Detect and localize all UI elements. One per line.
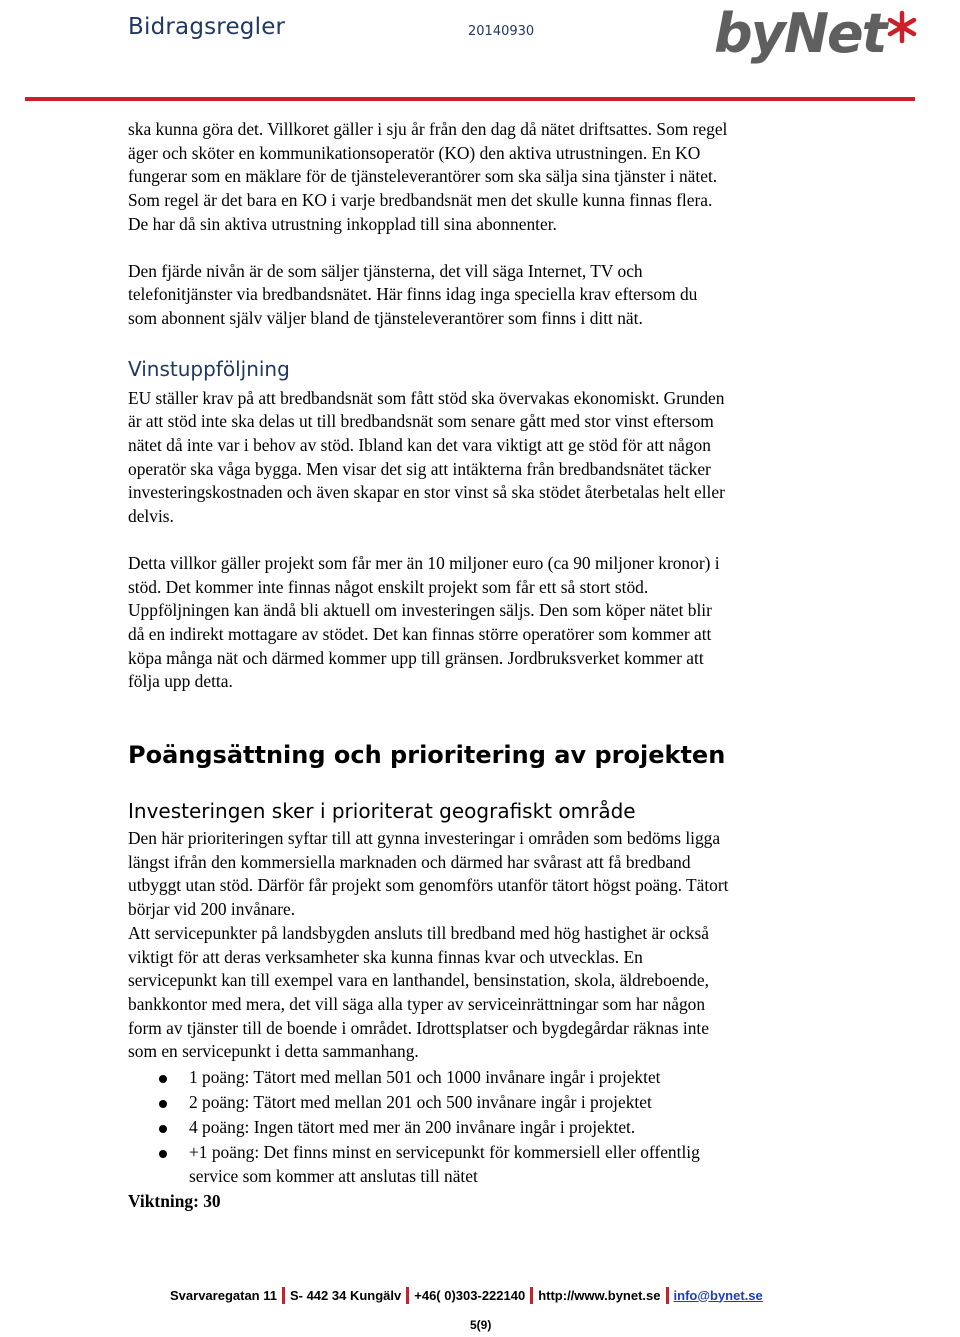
paragraph-service-points: [128, 922, 840, 1064]
text-line: telefonitjänster via bredbandsnätet. Här finns idag inga speciella krav eftersom du: [128, 284, 698, 305]
footer-separator: [530, 1287, 533, 1304]
footer-website-link[interactable]: http://www.bynet.se: [538, 1287, 661, 1303]
paragraph-ko: [128, 118, 840, 237]
text-line: delvis.: [128, 506, 174, 527]
list-item-text: service som kommer att anslutas till nätet: [189, 1166, 478, 1187]
heading-vinstuppfoljning: Vinstuppföljning: [128, 356, 290, 381]
logo-asterisk-icon: [890, 13, 914, 41]
text-line: Detta villkor gäller projekt som får mer än 10 miljoner euro (ca 90 miljoner kronor) i: [128, 552, 720, 573]
text-line: EU ställer krav på att bredbandsnät som fått stöd ska övervakas ekonomiskt. Grunden: [128, 387, 725, 408]
text-line: köpa många nät och därmed kommer upp till gränsen. Jordbruksverket kommer att: [128, 647, 704, 668]
bullet-icon: [159, 1100, 167, 1108]
text-line: stöd. Det kommer inte finnas något enskilt projekt som får ett så stort stöd.: [128, 576, 649, 597]
text-line: är att stöd inte ska delas ut till bredbandsnät som senare gått med stor vinst eftersom: [128, 411, 714, 432]
text-line: form av tjänster till de boende i området. Idrottsplatser och bygdegårdar räknas inte: [128, 1017, 709, 1038]
bullet-icon: [159, 1150, 167, 1158]
text-line: Den fjärde nivån är de som säljer tjänsterna, det vill säga Internet, TV och: [128, 260, 643, 281]
list-item: [128, 1066, 840, 1090]
weighting-label: Viktning: 30: [128, 1191, 221, 1212]
logo-wordmark: byNet: [714, 2, 886, 65]
footer-address: Svarvaregatan 11: [170, 1287, 277, 1303]
list-item: [128, 1141, 840, 1188]
text-line: viktigt för att deras verksamheter ska kunna finnas kvar och utvecklas. En: [128, 946, 643, 967]
text-line: fungerar som en mäklare för de tjänsteleverantörer som ska sälja sina tjänster i nätet.: [128, 166, 718, 187]
text-line: då en indirekt mottagare av stödet. Det kan finnas större operatörer som kommer att: [128, 623, 712, 644]
list-item-text: 2 poäng: Tätort med mellan 201 och 500 invånare ingår i projektet: [189, 1092, 652, 1113]
text-line: nätet då inte var i behov av stöd. Ibland kan det vara viktigt att ge stöd för att någon: [128, 435, 711, 456]
footer-postal: S- 442 34 Kungälv: [289, 1287, 402, 1303]
text-line: De har då sin aktiva utrustning inkopplad till sina abonnenter.: [128, 213, 557, 234]
text-line: servicepunkt kan till exempel vara en lanthandel, bensinstation, skola, äldreboende,: [128, 970, 709, 991]
text-line: som en servicepunkt i detta sammanhang.: [128, 1041, 419, 1062]
paragraph-eu-requirements: [128, 387, 840, 529]
page-number: 5(9): [470, 1318, 492, 1332]
text-line: Uppföljningen kan ändå bli aktuell om investeringen säljs. Den som köper nätet blir: [128, 600, 712, 621]
scoring-list: [128, 1066, 840, 1189]
bullet-icon: [159, 1075, 167, 1083]
footer-separator: [666, 1287, 669, 1304]
list-item: [128, 1091, 840, 1115]
text-line: ska kunna göra det. Villkoret gäller i sju år från den dag då nätet driftsattes. Som regel: [128, 119, 728, 139]
document-body: [128, 118, 840, 1214]
text-line: följa upp detta.: [128, 671, 233, 692]
footer-separator: [282, 1287, 285, 1304]
text-line: som abonnent själv väljer bland de tjänsteleverantörer som finns i ditt nät.: [128, 307, 643, 328]
text-line: äger och sköter en kommunikationsoperatör (KO) den aktiva utrustningen. En KO: [128, 142, 701, 163]
footer-email-link[interactable]: info@bynet.se: [673, 1287, 763, 1303]
text-line: utbyggt utan stöd. Därför får projekt som genomförs utanför tätort högst poäng. Tätort: [128, 875, 729, 896]
heading-scoring: Poängsättning och prioritering av projekten: [128, 741, 726, 770]
list-item-text: 4 poäng: Ingen tätort med mer än 200 invånare ingår i projektet.: [189, 1117, 636, 1138]
text-line: längst ifrån den kommersiella marknaden och därmed har svårast att få bredband: [128, 851, 691, 872]
paragraph-priority: [128, 827, 840, 922]
list-item-text: 1 poäng: Tätort med mellan 501 och 1000 invånare ingår i projektet: [189, 1067, 661, 1088]
text-line: Som regel är det bara en KO i varje bredbandsnät men det skulle kunna finnas flera.: [128, 190, 713, 211]
bullet-icon: [159, 1125, 167, 1133]
text-line: investeringskostnaden och även skapar en stor vinst så ska stödet återbetalas helt eller: [128, 482, 725, 503]
document-date: 20140930: [468, 24, 535, 39]
text-line: operatör ska våga bygga. Men visar det sig att intäkterna från bredbandsnätet täcker: [128, 458, 711, 479]
list-item-text: +1 poäng: Det finns minst en servicepunkt för kommersiell eller offentlig: [189, 1142, 700, 1163]
footer-separator: [406, 1287, 409, 1304]
footer-phone: +46( 0)303-222140: [414, 1287, 526, 1303]
text-line: Att servicepunkter på landsbygden ansluts till bredband med hög hastighet är också: [128, 922, 709, 943]
paragraph-fourth-level: [128, 260, 840, 331]
heading-priority-area: Investeringen sker i prioriterat geografiskt område: [128, 799, 636, 824]
document-title: Bidragsregler: [128, 14, 286, 40]
paragraph-conditions: [128, 552, 840, 694]
bynet-logo: [712, 0, 922, 70]
list-item: [128, 1116, 840, 1140]
text-line: börjar vid 200 invånare.: [128, 899, 296, 920]
page-header: [0, 0, 960, 100]
page-footer: [170, 1285, 870, 1305]
text-line: Den här prioriteringen syftar till att gynna investeringar i områden som bedöms ligga: [128, 828, 721, 849]
header-divider: [25, 97, 915, 101]
text-line: bankkontor med mera, det vill säga alla typer av serviceinrättningar som har någon: [128, 993, 706, 1014]
